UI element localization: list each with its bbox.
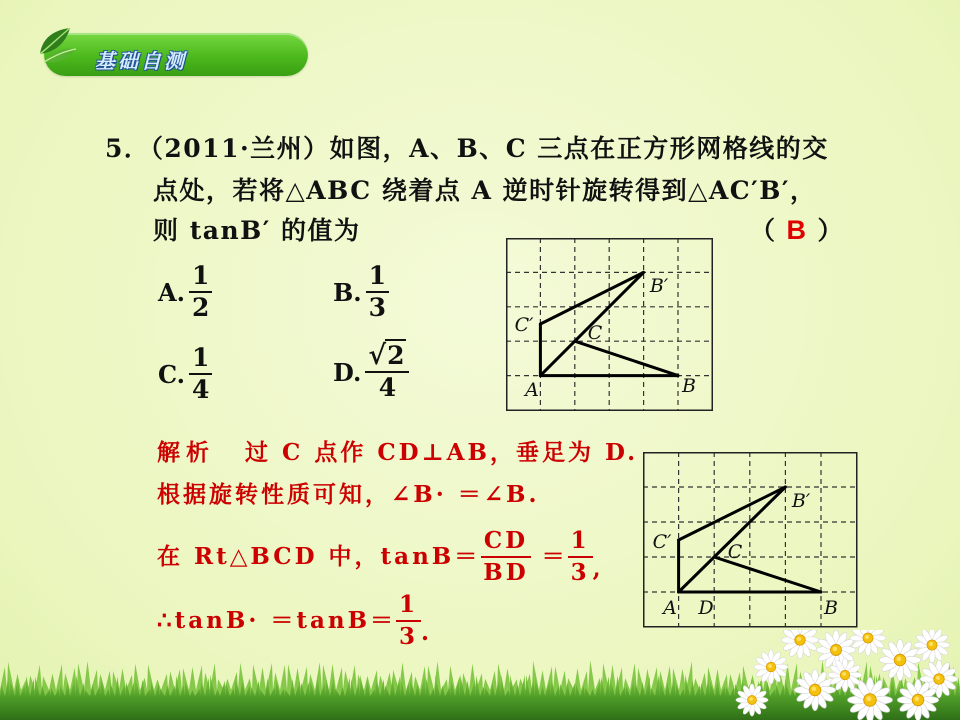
solution-line-3-prefix: 在 Rt△BCD 中，tanB＝ [157,543,481,570]
solution-line-3 [157,526,604,588]
figure-2-grid-diagram [643,452,858,628]
label-b: B [682,375,696,397]
radicand: 2 [387,341,405,370]
numerator: 1 [189,343,212,375]
solution-heading: 解析 [157,439,215,466]
fraction-one-third [568,526,593,588]
problem-line-1: 5．（2011·兰州）如图，A、B、C 三点在正方形网格线的交 [105,134,829,163]
solution-line-1: 过 C 点作 CD⊥AB，垂足为 D. [245,439,639,466]
grass-flower-decoration [0,630,960,720]
equals-sign: ＝ [541,543,568,570]
segment-c-prime-b-prime [540,272,643,324]
denominator: 2 [191,293,210,322]
fraction [189,261,212,323]
label-b-prime: B′ [649,275,669,297]
denominator: 3 [570,559,590,586]
section-title: 基础自测 [95,49,187,73]
daisy-icon [781,630,819,659]
numerator: 1 [366,261,389,293]
fraction [366,261,389,323]
radical-sign: √ [368,340,387,371]
denominator: 3 [399,623,419,650]
period: . [421,619,433,646]
option-label: D. [333,357,362,387]
label-b: B [824,597,838,619]
label-a: A [663,597,677,619]
solution-line-2: 根据旋转性质可知，∠B· ＝∠B. [157,481,540,508]
daisy-icon [850,630,886,656]
segment-cb [575,341,678,375]
denominator: 4 [192,375,210,404]
fraction [189,343,212,405]
label-c-prime: C′ [652,531,672,553]
label-c: C [727,541,743,563]
answer-close-paren: ） [817,216,845,245]
numerator: CD [481,526,531,558]
option-label: A. [158,277,185,307]
label-b-prime: B′ [791,490,811,512]
comma: , [592,555,604,582]
daisy-icon [754,650,788,684]
option-label: B. [333,277,362,307]
numerator: 1 [189,261,212,293]
option-label: C. [158,359,186,389]
option-d [333,341,409,403]
figure-1-grid-diagram [506,238,713,411]
label-a: A [525,379,539,401]
problem-line-2: 点处，若将△ABC 绕着点 A 逆时针旋转得到△AC′B′， [153,176,817,205]
denominator: 4 [378,373,397,402]
label-d: D [698,597,714,619]
fraction-cd-bd [480,526,531,588]
answer-bracket [750,215,844,246]
answer-letter: B [786,215,808,245]
denominator: 3 [368,293,387,322]
segment-c-prime-b-prime [679,487,786,540]
solution-line-4-prefix: ∴tanB· ＝tanB＝ [157,607,397,634]
numerator: 1 [568,526,593,558]
answer-open-paren: （ [750,216,777,245]
label-c: C [587,322,603,344]
numerator: 1 [396,590,421,622]
leaf-icon [34,24,78,66]
option-c [158,343,212,405]
option-a [158,261,212,323]
problem-line-3: 则 tanB′ 的值为 [153,216,361,245]
numerator-radical [365,341,409,373]
option-b [333,261,389,323]
fraction [365,341,409,403]
denominator: BD [483,559,529,586]
label-c-prime: C′ [514,314,534,336]
